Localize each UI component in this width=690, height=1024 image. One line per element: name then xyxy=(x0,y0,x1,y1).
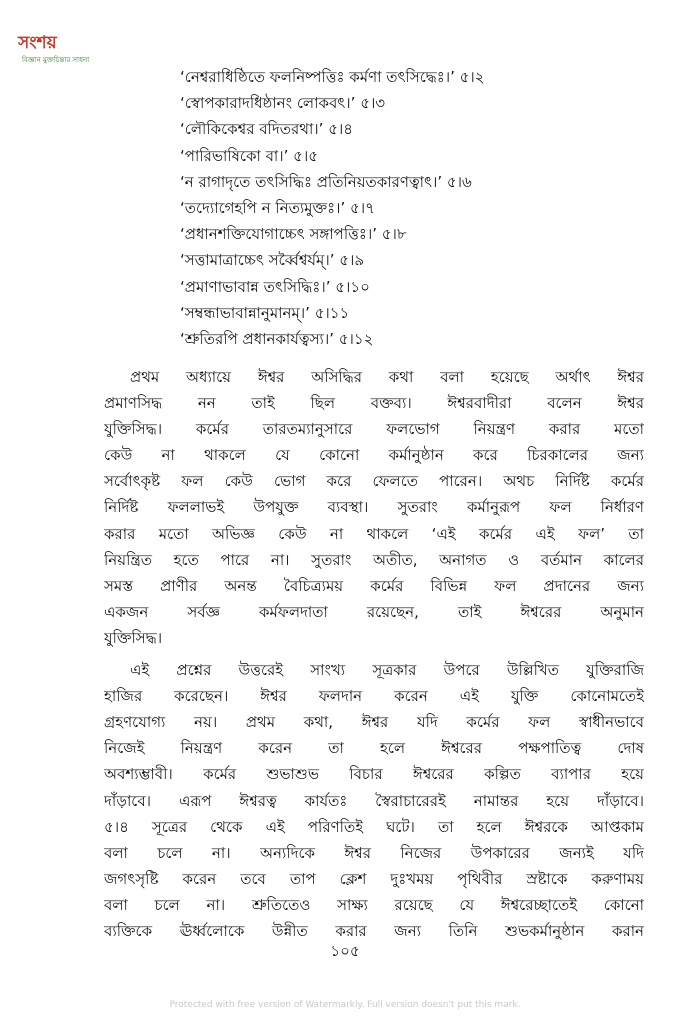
text-line: একজন সর্বজ্ঞ কর্মফলদাতা রয়েছেন, তাই ঈশ্বরের অনুমান xyxy=(104,602,644,621)
sutra-line: ‘পারিভাষিকো বা।’ ৫।৫ xyxy=(180,146,318,165)
sutra-line: ‘নেশ্বরাধিষ্ঠিতে ফলনিষ্পত্তিঃ কর্মণা তৎসিদ্ধেঃ।’ ৫।২ xyxy=(180,68,485,86)
text-line: সমস্ত প্রাণীর অনন্ত বৈচিত্র্যময় কর্মের বিভিন্ন ফল প্রদানের জন্য xyxy=(104,576,644,595)
text-line: নির্দিষ্ট ফললাভই উপযুক্ত ব্যবস্থা। সুতরাং কর্মানুরূপ ফল নির্ধারণ xyxy=(104,498,644,517)
text-line: কেউ না থাকলে যে কোনো কর্মানুষ্ঠান করে চিরকালের জন্য xyxy=(104,446,644,465)
sutra-line: ‘লৌকিকেশ্বর বদিতরথা।’ ৫।৪ xyxy=(180,120,354,139)
text-line: নিজেই নিয়ন্ত্রণ করেন তা হলে ঈশ্বরের পক্ষপাতিত্ব দোষ xyxy=(104,739,644,758)
text-line: এই প্রশ্নের উত্তরেই সাংখ্য সূত্রকার উপরে উল্লিখিত যুক্তিরাজি xyxy=(130,661,644,680)
logo-tagline: বিজ্ঞান মুক্তচিন্তার সাধনা xyxy=(22,56,90,64)
sutra-line: ‘ন রাগাদৃতে তৎসিদ্ধিঃ প্রতিনিয়তকারণত্বাৎ।’ ৫।৬ xyxy=(180,172,472,191)
text-line: অবশ্যম্ভাবী। কর্মের শুভাশুভ বিচার ঈশ্বরের কল্পিত ব্যাপার হয়ে xyxy=(104,765,644,784)
text-line: নিয়ন্ত্রিত হতে পারে না। সুতরাং অতীত, অনাগত ও বর্তমান কালের xyxy=(104,550,644,569)
sutra-line: ‘প্রমাণাভাবান্ন তৎসিদ্ধিঃ।’ ৫।১০ xyxy=(180,277,370,296)
page-number: ১০৫ xyxy=(330,942,360,960)
paragraph-2 xyxy=(104,657,644,944)
sutra-line: ‘সত্তামাত্রাচ্চেৎ সর্ব্বৈশ্বর্যম্।’ ৫।৯ xyxy=(180,251,365,270)
sutra-line: ‘সম্বন্ধাভাবান্নানুমানম্।’ ৫।১১ xyxy=(180,303,350,322)
sutra-line: ‘স্বোপকারাদধিষ্ঠানং লোকবৎ।’ ৫।৩ xyxy=(180,94,386,113)
text-line: ব্যক্তিকে ঊর্ধ্বলোকে উন্নীত করার জন্য তিনি শুভকর্মানুষ্ঠান করান xyxy=(104,921,644,940)
text-line: প্রমাণসিদ্ধ নন তাই ছিল বক্তব্য। ঈশ্বরবাদীরা বলেন ঈশ্বর xyxy=(104,394,644,413)
text-line: দাঁড়াবে। এরূপ ঈশ্বরত্ব কার্যতঃ স্বৈরাচারেরই নামান্তর হয়ে দাঁড়াবে। xyxy=(104,791,644,810)
text-line: ৫।৪ সূত্রের থেকে এই পরিণতিই ঘটে। তা হলে ঈশ্বরকে আপ্তকাম xyxy=(104,817,644,836)
sutra-line: ‘প্রধানশক্তিযোগাচ্চেৎ সঙ্গাপত্তিঃ।’ ৫।৮ xyxy=(180,225,407,244)
sutra-line: ‘শ্রুতিরপি প্রধানকার্যত্বস্য।’ ৫।১২ xyxy=(180,329,374,348)
sutra-line: ‘তদ্যোগেহপি ন নিত্যমুক্তঃ।’ ৫।৭ xyxy=(180,198,375,217)
paragraph-1 xyxy=(104,364,644,651)
watermark-notice: Protected with free version of Watermarkly. Full version doesn't put this mark. xyxy=(169,1000,521,1010)
text-line: যুক্তিসিদ্ধ। কর্মের তারতম্যানুসারে ফলভোগ নিয়ন্ত্রণ করার মতো xyxy=(104,420,644,439)
text-line: হাজির করেছেন। ঈশ্বর ফলদান করেন এই যুক্তি কোনোমতেই xyxy=(104,687,644,706)
text-line: বলা চলে না। শ্রুতিতেও সাক্ষ্য রয়েছে যে ঈশ্বরেচ্ছাতেই কোনো xyxy=(104,895,644,914)
text-line: প্রথম অধ্যায়ে ঈশ্বর অসিদ্ধির কথা বলা হয়েছে অর্থাৎ ঈশ্বর xyxy=(130,368,644,386)
sutra-list xyxy=(180,64,660,352)
text-line: যুক্তিসিদ্ধ। xyxy=(104,628,163,647)
logo-wordmark: সংশয় xyxy=(18,33,57,53)
text-line: গ্রহণযোগ্য নয়। প্রথম কথা, ঈশ্বর যদি কর্মের ফল স্বাধীনভাবে xyxy=(104,713,644,732)
text-line: করার মতো অভিজ্ঞ কেউ না থাকলে ‘এই কর্মের এই ফল’ তা xyxy=(104,524,644,543)
site-logo xyxy=(18,30,128,70)
text-line: সর্বোৎকৃষ্ট ফল কেউ ভোগ করে ফেলতে পারেন। অথচ নির্দিষ্ট কর্মের xyxy=(104,472,644,491)
text-line: বলা চলে না। অন্যদিকে ঈশ্বর নিজের উপকারের জন্যই যদি xyxy=(104,843,644,862)
body-text xyxy=(104,364,644,950)
text-line: জগৎসৃষ্টি করেন তবে তাপ ক্লেশ দুঃখময় পৃথিবীর স্রষ্টাকে করুণাময় xyxy=(104,869,644,888)
